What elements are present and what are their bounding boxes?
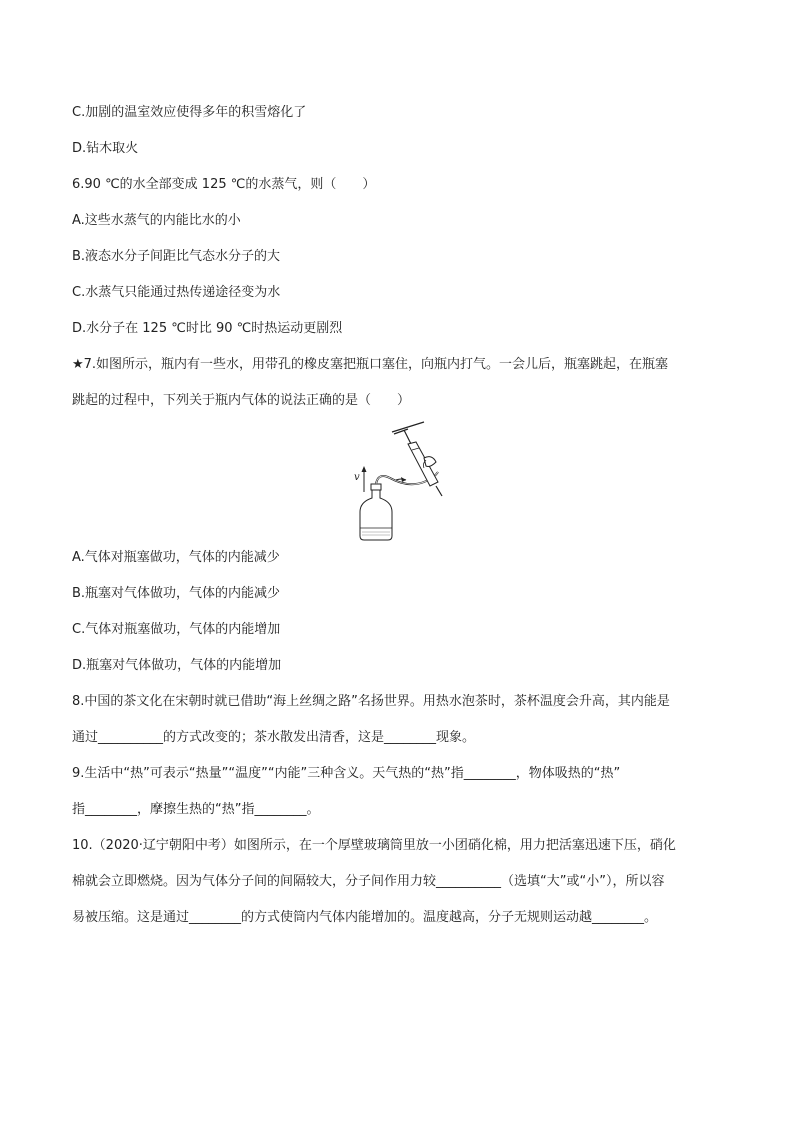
question-10-line2: 棉就会立即燃烧。因为气体分子间的间隔较大，分子间作用力较__________（选填“大”或“小”），所以容 [72,874,665,889]
option-7b: B.瓶塞对气体做功，气体的内能减少 [72,586,281,601]
option-6d: D.水分子在 125 ℃时比 90 ℃时热运动更剧烈 [72,321,343,336]
velocity-arrowhead [362,466,367,472]
bottle-stopper [371,484,381,490]
question-9-line1: 9.生活中“热”可表示“热量”“温度”“内能”三种含义。天气热的“热”指________，物体吸热的“热” [72,766,621,781]
option-7d: D.瓶塞对气体做功，气体的内能增加 [72,658,282,673]
question-10-line1: 10.（2020·辽宁朝阳中考）如图所示，在一个厚壁玻璃筒里放一小团硝化棉，用力把活塞迅速下压，硝化 [72,838,676,853]
question-10-line3: 易被压缩。这是通过________的方式使筒内气体内能增加的。温度越高，分子无规则运动越________。 [72,910,658,925]
question-9-line2: 指________，摩擦生热的“热”指________。 [72,802,320,817]
question-7-line1: ★7.如图所示，瓶内有一些水，用带孔的橡皮塞把瓶口塞住，向瓶内打气。一会儿后，瓶塞跳起，在瓶塞 [72,357,669,372]
option-6c: C.水蒸气只能通过热传递途径变为水 [72,285,281,300]
option-7a: A.气体对瓶塞做功，气体的内能减少 [72,550,280,565]
bottle [360,484,392,540]
velocity-label: v [354,472,360,483]
question-8-line1: 8.中国的茶文化在宋朝时就已借助“海上丝绸之路”名扬世界。用热水泡茶时，茶杯温度会升高，其内能是 [72,694,670,709]
option-7c: C.气体对瓶塞做功，气体的内能增加 [72,622,281,637]
option-6a: A.这些水蒸气的内能比水的小 [72,213,241,228]
option-5d: D.钻木取火 [72,141,139,156]
question-8-line2: 通过__________的方式改变的；茶水散发出清香，这是________现象。 [72,730,476,745]
air-pump [392,422,442,496]
option-5c: C.加剧的温室效应使得多年的积雪熔化了 [72,105,307,120]
pump-bottle-figure [352,420,452,542]
question-6: 6.90 ℃的水全部变成 125 ℃的水蒸气，则（ ） [72,177,376,192]
question-7-line2: 跳起的过程中，下列关于瓶内气体的说法正确的是（ ） [72,393,411,408]
option-6b: B.液态水分子间距比气态水分子的大 [72,249,281,264]
pump-bottle-diagram [352,420,452,542]
